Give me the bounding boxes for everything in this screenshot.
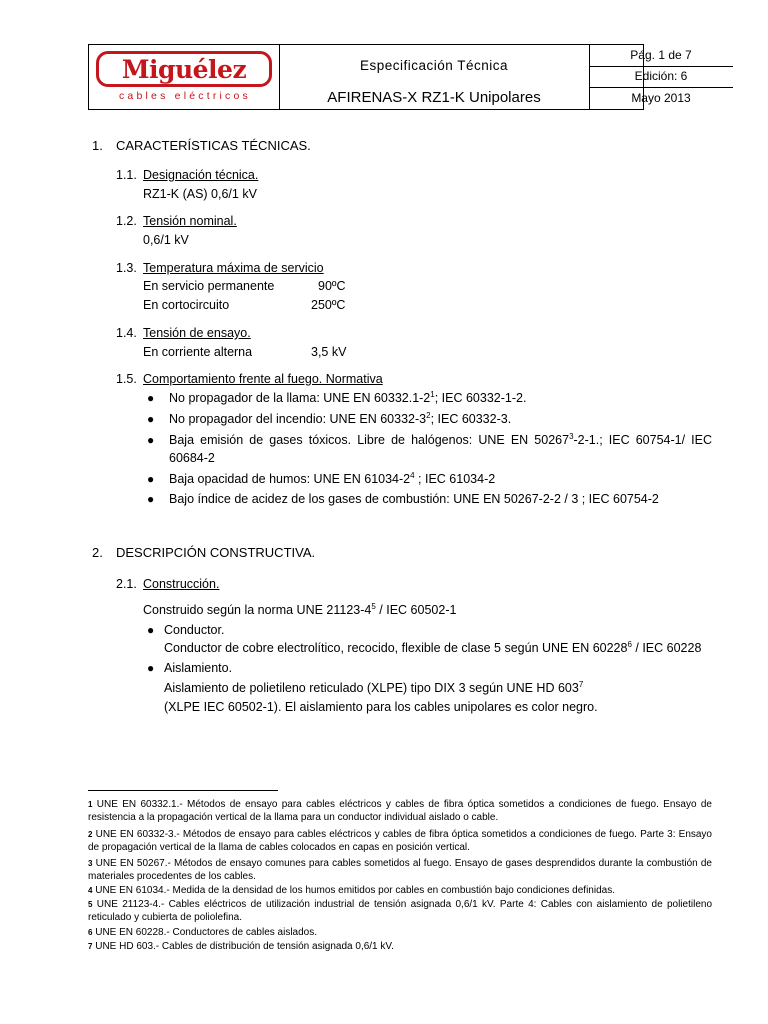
footnote-3: 3 UNE EN 50267.- Métodos de ensayo comunes para cables sometidos al fuego. Ensayo de gases desprendidos durante la combustión de materiales procedentes de los cables. xyxy=(88,858,712,882)
logo-cell xyxy=(89,45,280,109)
doc-date: Mayo 2013 xyxy=(631,91,691,105)
footnote-5: 5 UNE 21123-4.- Cables eléctricos de utilización industrial de tensión asignada 0,6/1 kV. Parte 4: Cables con aislamiento de polietileno reticulado y cubierta de poliolefina. xyxy=(88,899,713,923)
logo-text: Miguélez xyxy=(121,55,247,84)
doc-type: Especificación Técnica xyxy=(359,58,509,73)
section-2-title: DESCRIPCIÓN CONSTRUCTIVA. xyxy=(116,545,316,560)
bullet-icon: ● xyxy=(147,412,155,426)
bullet-icon: ● xyxy=(147,472,155,486)
s11-number: 1.1. xyxy=(116,168,137,182)
s11-title: Designación técnica. xyxy=(143,168,259,182)
s15-bullet-5: Bajo índice de acidez de los gases de combustión: UNE EN 50267-2-2 / 3 ; IEC 60754-2 xyxy=(169,492,659,506)
footnote-separator xyxy=(88,790,278,791)
footnote-6: 6 UNE EN 60228.- Conductores de cables aislados. xyxy=(88,927,318,938)
edition: Edición: 6 xyxy=(589,66,733,88)
s14-number: 1.4. xyxy=(116,326,137,340)
s13-row2-value: 250ºC xyxy=(311,298,346,312)
s14-row1-value: 3,5 kV xyxy=(311,345,347,359)
bullet-icon: ● xyxy=(147,623,155,637)
section-1-number: 1. xyxy=(92,138,103,153)
s15-bullet-3-cont: 60684-2 xyxy=(169,451,215,465)
s21-conductor-text: Conductor de cobre electrolítico, recocido, flexible de clase 5 según UNE EN 60228$^6$ / IEC 60228 xyxy=(164,639,702,655)
s21-aislamiento-text: Aislamiento de polietileno reticulado (XLPE) tipo DIX 3 según UNE HD $603^7$ xyxy=(164,679,584,695)
s21-title: Construcción. xyxy=(143,577,220,591)
s21-bullet-aislamiento: Aislamiento. xyxy=(164,661,233,675)
s14-title: Tensión de ensayo. xyxy=(143,326,251,340)
s21-bullet-conductor: Conductor. xyxy=(164,623,225,637)
s12-title: Tensión nominal. xyxy=(143,214,237,228)
s15-bullet-1: No propagador de la llama: UNE EN $60332.1-2^1$; IEC 60332-1-2. xyxy=(169,389,527,405)
s15-bullet-4: Baja opacidad de humos: UNE EN $61034-2^4$ ; IEC 61034-2 xyxy=(169,470,496,486)
s15-number: 1.5. xyxy=(116,372,137,386)
s13-row2-label: En cortocircuito xyxy=(143,298,230,312)
s21-aislamiento-text-2: (XLPE IEC 60502-1). El aislamiento para los cables unipolares es color negro. xyxy=(164,700,598,714)
s13-row1-value: 90ºC xyxy=(318,279,346,293)
s12-number: 1.2. xyxy=(116,214,137,228)
s12-value: 0,6/1 kV xyxy=(143,233,189,247)
s13-title: Temperatura máxima de servicio xyxy=(143,261,324,275)
s21-number: 2.1. xyxy=(116,577,137,591)
document-header xyxy=(88,44,692,110)
bullet-icon: ● xyxy=(147,661,155,675)
company-logo xyxy=(96,51,272,87)
s21-intro: Construido según la norma UNE $21123-4^5$ / IEC 60502-1 xyxy=(143,601,457,617)
s15-title: Comportamiento frente al fuego. Normativa xyxy=(143,372,383,386)
meta-cell xyxy=(589,45,692,109)
product-name: AFIRENAS-X RZ1-K Unipolares xyxy=(327,89,541,106)
section-1-title: CARACTERÍSTICAS TÉCNICAS. xyxy=(116,138,311,153)
bullet-icon: ● xyxy=(147,492,155,506)
footnote-1: 1 UNE EN 60332.1.- Métodos de ensayo para cables eléctricos y cables de fibra óptica sometidos a condiciones de fuego. Ensayo de resistencia a la propagación vertical de la llama para un conductor individual aislado o cable. xyxy=(88,799,712,823)
s15-bullet-3: Baja emisión de gases tóxicos. Libre de halógenos: UNE EN 50267$^3$-2-1.; IEC 60754-1/ IEC xyxy=(169,431,712,447)
s11-value: RZ1-K (AS) 0,6/1 kV xyxy=(143,187,257,201)
s15-bullet-2: No propagador del incendio: UNE EN $60332-3^2$; IEC 60332-3. xyxy=(169,410,512,426)
page-number: Pág. 1 de 7 xyxy=(589,45,733,67)
s14-row1-label: En corriente alterna xyxy=(143,345,253,359)
bullet-icon: ● xyxy=(147,433,155,447)
s13-number: 1.3. xyxy=(116,261,137,275)
footnote-7: 7 UNE HD 603.- Cables de distribución de tensión asignada 0,6/1 kV. xyxy=(88,941,394,952)
section-2-number: 2. xyxy=(92,545,103,560)
bullet-icon: ● xyxy=(147,391,155,405)
footnote-2: 2 UNE EN 60332-3.- Métodos de ensayo para cables eléctricos y cables de fibra óptica sometidos a condiciones de fuego. Parte 3: Ensayo de propagación vertical de la llama de cables colocados en capas en posición vertical. xyxy=(88,829,712,853)
footnote-4: 4 UNE EN 61034.- Medida de la densidad de los humos emitidos por cables en combustión bajo condiciones definidas. xyxy=(88,885,615,896)
logo-subtitle: cables eléctricos xyxy=(118,90,252,102)
title-cell xyxy=(279,45,590,109)
s13-row1-label: En servicio permanente xyxy=(143,279,275,293)
